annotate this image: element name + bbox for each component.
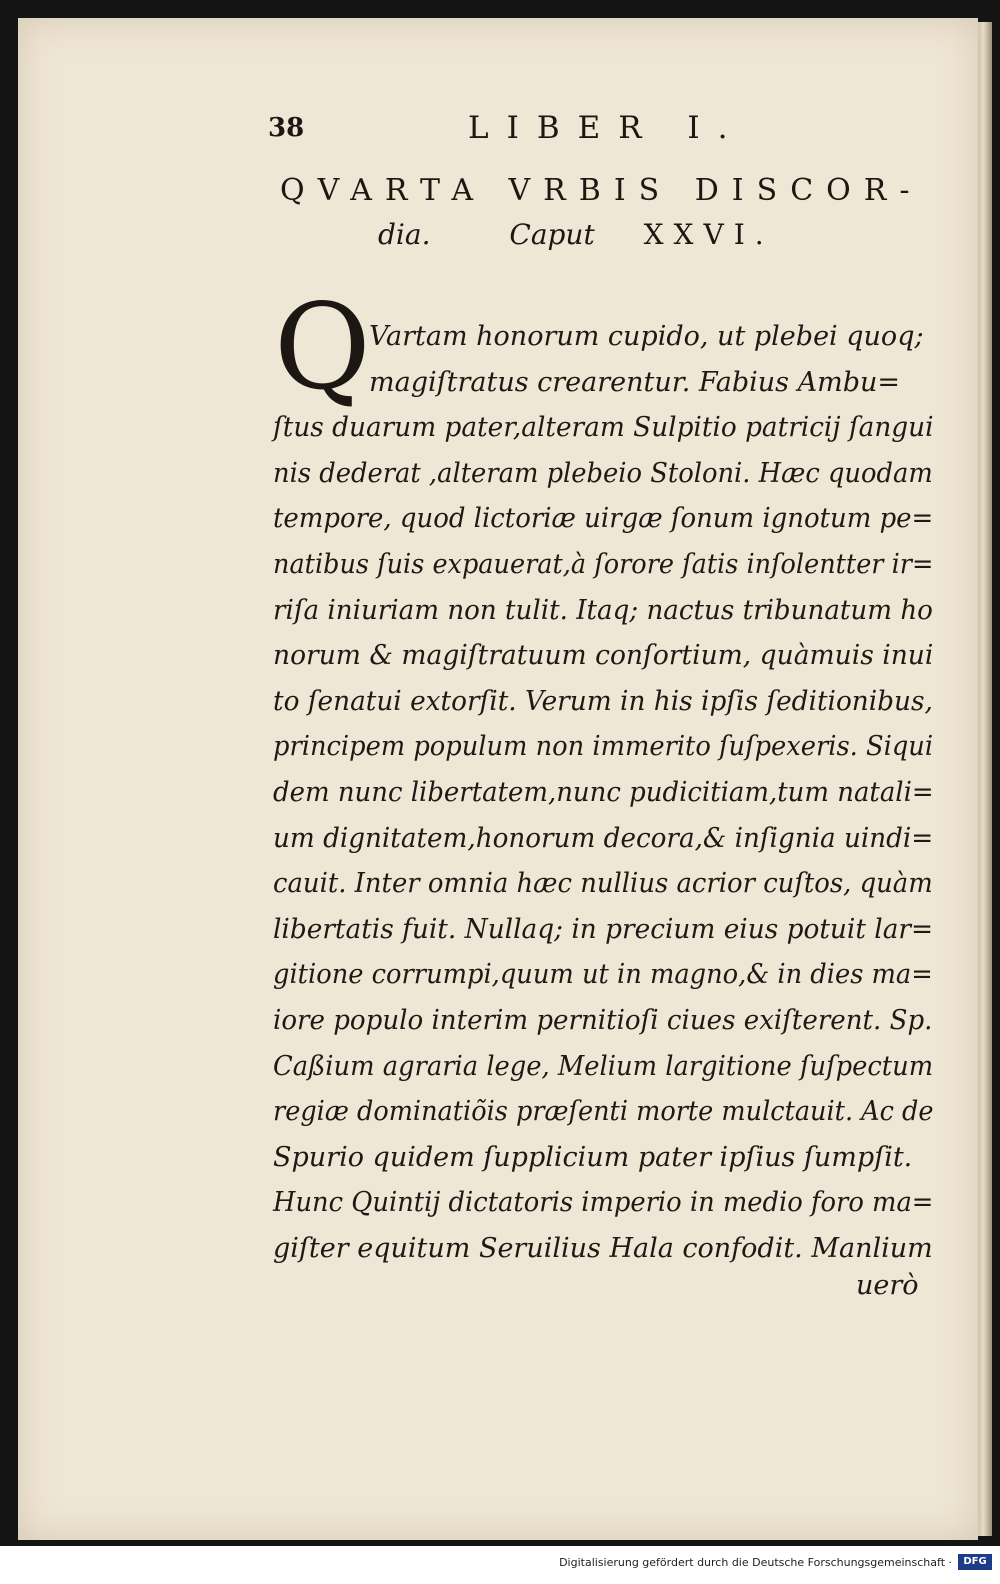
chapter-title-line1: QVARTA VRBIS DISCOR- — [280, 173, 923, 208]
footer-strip — [0, 1546, 1000, 1584]
text-line: principem populum non immerito ſuſpexeris. Siqui — [273, 731, 934, 763]
text-line: cauit. Inter omnia hæc nullius acrior cuſtos, quàm — [273, 868, 933, 900]
text-line: norum & magiſtratuum conſortium, quàmuis inui — [273, 640, 934, 672]
dfg-logo-icon: DFG — [958, 1554, 992, 1570]
book-page — [18, 18, 978, 1540]
text-line: nis dederat ,alteram plebeio Stoloni. Hæc quodam — [273, 457, 933, 489]
text-line: natibus ſuis expauerat,à ſorore ſatis inſolentter ir= — [273, 548, 934, 580]
chapter-caput-label: Caput — [509, 218, 595, 251]
catchword: uerò — [856, 1270, 919, 1301]
text-line: Vartam honorum cupido, ut plebei quoq; — [369, 321, 924, 352]
body-text — [273, 314, 933, 1271]
text-line: regiæ dominatiõis præſenti morte mulctauit. Ac de — [273, 1096, 934, 1128]
drop-cap: Q — [274, 278, 371, 416]
text-line: ſtus duarum pater,alteram Sulpitio patricij ſangui — [273, 412, 934, 444]
text-line: giſter equitum Seruilius Hala confodit. Manlium — [273, 1232, 933, 1264]
text-line: magiſtratus crearentur. Fabius Ambu= — [369, 366, 901, 398]
page-number: 38 — [268, 113, 305, 143]
text-line: iore populo interim pernitioſi ciues exiſterent. Sp. — [273, 1004, 933, 1036]
text-line: gitione corrumpi,quum ut in magno,& in dies ma= — [273, 959, 933, 991]
text-line: um dignitatem,honorum decora,& inſignia uindi= — [273, 822, 934, 854]
digitization-credit: Digitalisierung gefördert durch die Deutsche Forschungsgemeinschaft · — [559, 1556, 952, 1569]
text-line: dem nunc libertatem,nunc pudicitiam,tum natali= — [273, 776, 934, 808]
page-edge — [978, 22, 992, 1536]
text-line: to ſenatui extorſit. Verum in his ipſis ſeditionibus, — [273, 685, 933, 717]
text-line: libertatis fuit. Nullaq; in precium eius potuit lar= — [273, 913, 934, 945]
text-line: tempore, quod lictoriæ uirgæ ſonum ignotum pe= — [273, 503, 934, 535]
chapter-title-line2 — [378, 218, 838, 251]
text-line: Caßium agraria lege, Melium largitione ſuſpectum — [273, 1050, 934, 1082]
chapter-title-word: dia. — [378, 218, 431, 251]
text-line: Spurio quidem ſupplicium pater ipſius ſumpſit. — [273, 1141, 913, 1173]
chapter-number: XXVI. — [643, 218, 774, 251]
running-head: LIBER I. — [468, 110, 746, 146]
text-line: Hunc Quintij dictatoris imperio in medio foro ma= — [273, 1187, 934, 1219]
text-line: riſa iniuriam non tulit. Itaq; nactus tribunatum ho — [273, 594, 933, 626]
